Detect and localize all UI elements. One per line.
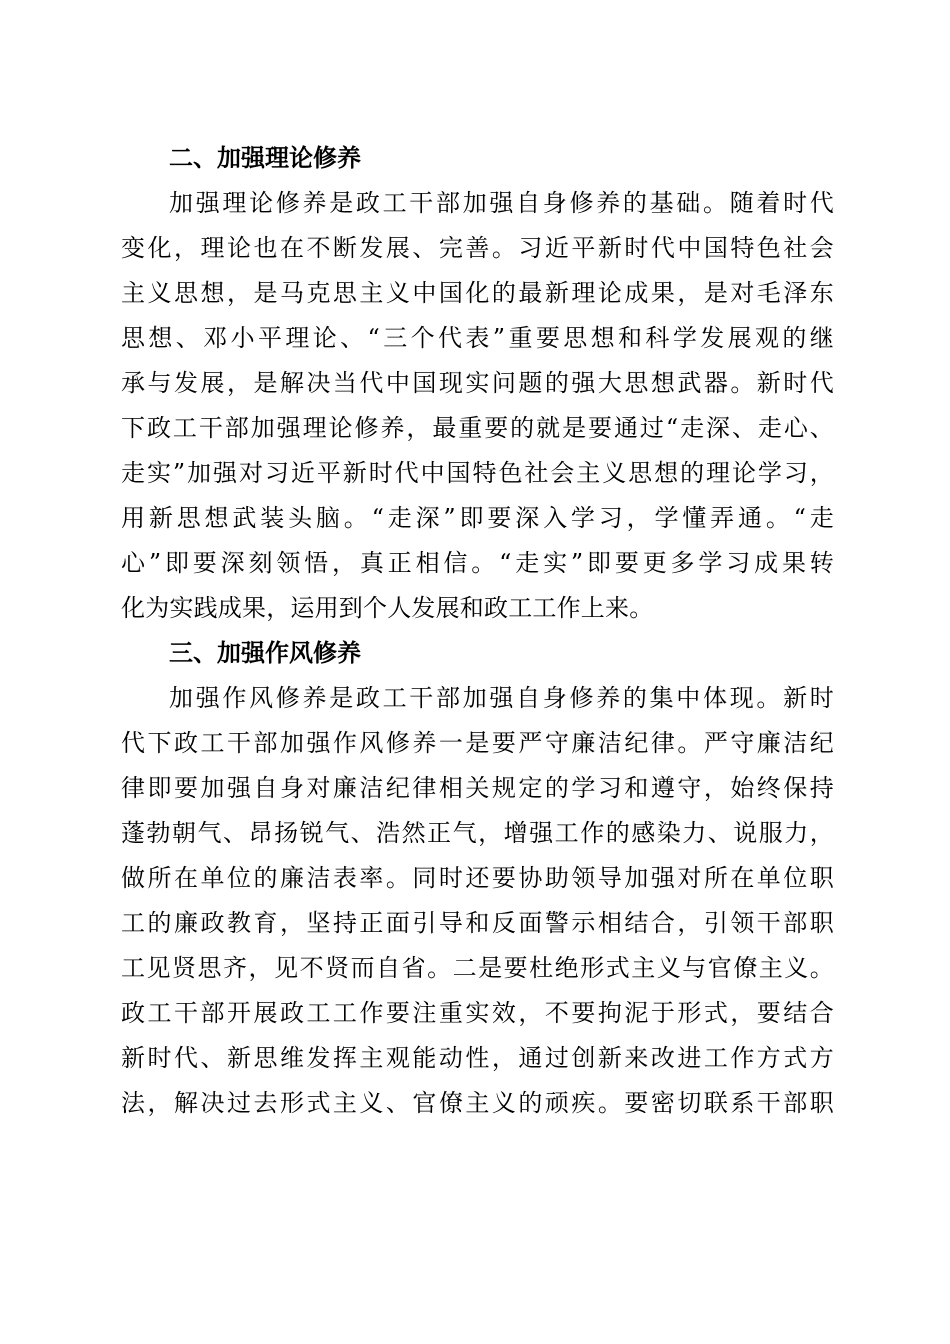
- paragraph-line: 加强理论修养是政工干部加强自身修养的基础。随着时代: [169, 189, 834, 217]
- paragraph-line: 新时代、新思维发挥主观能动性，通过创新来改进工作方式方: [121, 1044, 834, 1072]
- section-heading: 二、加强理论修养: [169, 144, 361, 172]
- paragraph-line: 代下政工干部加强作风修养一是要严守廉洁纪律。严守廉洁纪: [121, 729, 834, 757]
- section-heading: 三、加强作风修养: [169, 639, 361, 667]
- paragraph-line: 工的廉政教育，坚持正面引导和反面警示相结合，引领干部职: [121, 909, 834, 937]
- paragraph-line: 化为实践成果，运用到个人发展和政工工作上来。: [121, 594, 654, 622]
- paragraph-line: 思想、邓小平理论、“三个代表”重要思想和科学发展观的继: [121, 324, 834, 352]
- paragraph-line: 法，解决过去形式主义、官僚主义的顽疾。要密切联系干部职: [121, 1089, 834, 1117]
- paragraph-line: 变化，理论也在不断发展、完善。习近平新时代中国特色社会: [121, 234, 834, 262]
- paragraph-line: 做所在单位的廉洁表率。同时还要协助领导加强对所在单位职: [121, 864, 834, 892]
- paragraph-line: 加强作风修养是政工干部加强自身修养的集中体现。新时: [169, 684, 834, 712]
- paragraph-line: 走实”加强对习近平新时代中国特色社会主义思想的理论学习，: [121, 459, 834, 487]
- paragraph-line: 律即要加强自身对廉洁纪律相关规定的学习和遵守，始终保持: [121, 774, 834, 802]
- paragraph-line: 政工干部开展政工工作要注重实效，不要拘泥于形式，要结合: [121, 999, 834, 1027]
- paragraph-line: 工见贤思齐，见不贤而自省。二是要杜绝形式主义与官僚主义。: [121, 954, 834, 982]
- section-paragraph: [121, 676, 834, 1126]
- section-paragraph: [121, 181, 834, 631]
- paragraph-line: 主义思想，是马克思主义中国化的最新理论成果，是对毛泽东: [121, 279, 834, 307]
- document-body: [121, 136, 834, 1126]
- paragraph-line: 下政工干部加强理论修养，最重要的就是要通过“走深、走心、: [121, 414, 834, 442]
- paragraph-line: 心”即要深刻领悟，真正相信。“走实”即要更多学习成果转: [121, 549, 834, 577]
- paragraph-line: 用新思想武装头脑。“走深”即要深入学习，学懂弄通。“走: [121, 504, 834, 532]
- paragraph-line: 承与发展，是解决当代中国现实问题的强大思想武器。新时代: [121, 369, 834, 397]
- paragraph-line: 蓬勃朝气、昂扬锐气、浩然正气，增强工作的感染力、说服力，: [121, 819, 834, 847]
